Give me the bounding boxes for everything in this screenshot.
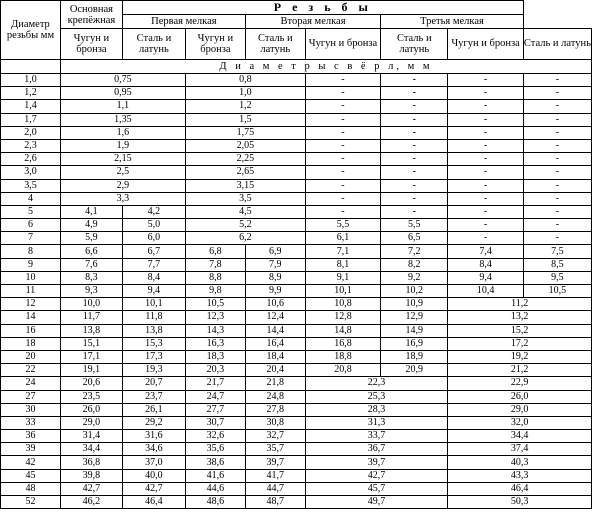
drill-value-cell: 12,8 xyxy=(305,311,380,324)
drill-value-cell: - xyxy=(305,126,380,139)
drill-value-cell: 5,0 xyxy=(122,219,185,232)
drill-value-cell: 48,6 xyxy=(185,496,245,509)
drill-value-cell: 13,8 xyxy=(122,324,185,337)
drill-value-cell: 27,7 xyxy=(185,403,245,416)
drill-value-cell: 17,2 xyxy=(448,337,592,350)
drill-value-cell: - xyxy=(305,205,380,218)
drill-value-cell: 36,8 xyxy=(60,456,122,469)
drill-value-cell: 1,6 xyxy=(60,126,185,139)
drill-value-cell: - xyxy=(448,100,523,113)
table-row xyxy=(1,390,592,403)
drill-value-cell: 8,8 xyxy=(185,271,245,284)
drill-value-cell: 11,2 xyxy=(448,298,592,311)
thread-diameter-cell: 1,0 xyxy=(1,74,61,87)
drill-value-cell: 35,6 xyxy=(185,443,245,456)
drill-value-cell: 8,4 xyxy=(448,258,523,271)
thread-diameter-cell: 45 xyxy=(1,469,61,482)
drill-value-cell: 49,7 xyxy=(305,496,448,509)
table-row xyxy=(1,364,592,377)
drill-value-cell: 26,0 xyxy=(60,403,122,416)
drill-value-cell: 9,1 xyxy=(305,271,380,284)
table-row xyxy=(1,126,592,139)
drill-value-cell: 4,5 xyxy=(185,205,305,218)
drill-value-cell: - xyxy=(523,100,591,113)
drill-value-cell: 10,5 xyxy=(185,298,245,311)
table-row xyxy=(1,179,592,192)
table-row xyxy=(1,496,592,509)
drill-value-cell: 19,1 xyxy=(60,364,122,377)
thread-diameter-cell: 9 xyxy=(1,258,61,271)
table-row xyxy=(1,87,592,100)
drill-value-cell: 31,3 xyxy=(305,416,448,429)
material-header: Чугун и бронза xyxy=(60,29,122,60)
drill-value-cell: 46,4 xyxy=(122,496,185,509)
drill-value-cell: 9,4 xyxy=(122,285,185,298)
drill-diameters-caption: Д и а м е т р ы с в ё р л, м м xyxy=(60,60,591,74)
drill-value-cell: 44,6 xyxy=(185,482,245,495)
drill-value-cell: - xyxy=(523,139,591,152)
drill-value-cell: - xyxy=(381,126,448,139)
drill-value-cell: 29,0 xyxy=(448,403,592,416)
drill-value-cell: 16,8 xyxy=(305,337,380,350)
thread-diameter-cell: 7 xyxy=(1,232,61,245)
drill-value-cell: 37,4 xyxy=(448,443,592,456)
drill-value-cell: 14,4 xyxy=(245,324,305,337)
drill-value-cell: - xyxy=(305,74,380,87)
drill-value-cell: 3,3 xyxy=(60,192,185,205)
drill-value-cell: - xyxy=(381,100,448,113)
drill-value-cell: - xyxy=(305,87,380,100)
drill-value-cell: 48,7 xyxy=(245,496,305,509)
thread-diameter-cell: 2,6 xyxy=(1,153,61,166)
drill-value-cell: 8,4 xyxy=(122,271,185,284)
thread-diameter-cell: 16 xyxy=(1,324,61,337)
drill-value-cell: 2,05 xyxy=(185,139,305,152)
drill-value-cell: 41,6 xyxy=(185,469,245,482)
drill-value-cell: 1,2 xyxy=(185,100,305,113)
drill-value-cell: 30,7 xyxy=(185,416,245,429)
drill-value-cell: 31,6 xyxy=(122,430,185,443)
drill-value-cell: 43,3 xyxy=(448,469,592,482)
drill-value-cell: 6,7 xyxy=(122,245,185,258)
table-row xyxy=(1,219,592,232)
drill-value-cell: 26,1 xyxy=(122,403,185,416)
drill-value-cell: 0,75 xyxy=(60,74,185,87)
drill-value-cell: - xyxy=(448,166,523,179)
drill-value-cell: 24,7 xyxy=(185,390,245,403)
drill-value-cell: - xyxy=(448,192,523,205)
table-row xyxy=(1,232,592,245)
drill-value-cell: 42,7 xyxy=(122,482,185,495)
drill-value-cell: 30,8 xyxy=(245,416,305,429)
drill-value-cell: 35,7 xyxy=(245,443,305,456)
drill-value-cell: 10,6 xyxy=(245,298,305,311)
drill-value-cell: 9,4 xyxy=(448,271,523,284)
drill-value-cell: 4,1 xyxy=(60,205,122,218)
drill-value-cell: 6,6 xyxy=(60,245,122,258)
drill-value-cell: 5,9 xyxy=(60,232,122,245)
group-header-fine-3: Третья мелкая xyxy=(381,15,524,29)
thread-diameter-cell: 33 xyxy=(1,416,61,429)
drill-value-cell: 13,2 xyxy=(448,311,592,324)
thread-diameter-cell: 14 xyxy=(1,311,61,324)
drill-value-cell: 39,7 xyxy=(245,456,305,469)
drill-value-cell: 16,9 xyxy=(381,337,448,350)
drill-value-cell: 39,7 xyxy=(305,456,448,469)
thread-diameter-cell: 2,0 xyxy=(1,126,61,139)
drill-value-cell: 1,1 xyxy=(60,100,185,113)
drill-value-cell: 10,4 xyxy=(448,285,523,298)
drill-value-cell: 41,7 xyxy=(245,469,305,482)
thread-diameter-cell: 1,2 xyxy=(1,87,61,100)
drill-value-cell: 7,9 xyxy=(245,258,305,271)
drill-value-cell: 22,9 xyxy=(448,377,592,390)
drill-value-cell: 6,1 xyxy=(305,232,380,245)
drill-value-cell: 9,9 xyxy=(245,285,305,298)
drill-value-cell: 13,8 xyxy=(60,324,122,337)
drill-value-cell: 8,5 xyxy=(523,258,591,271)
drill-value-cell: - xyxy=(381,139,448,152)
drill-value-cell: 6,9 xyxy=(245,245,305,258)
drill-value-cell: 39,8 xyxy=(60,469,122,482)
table-header xyxy=(1,1,592,74)
material-header: Сталь и латунь xyxy=(523,29,591,60)
drill-value-cell: 23,7 xyxy=(122,390,185,403)
drill-value-cell: 21,2 xyxy=(448,364,592,377)
drill-value-cell: 37,0 xyxy=(122,456,185,469)
table-row xyxy=(1,139,592,152)
thread-diameter-cell: 20 xyxy=(1,350,61,363)
drill-value-cell: - xyxy=(305,100,380,113)
drill-value-cell: 8,2 xyxy=(381,258,448,271)
drill-value-cell: - xyxy=(381,74,448,87)
drill-value-cell: - xyxy=(305,139,380,152)
table-row xyxy=(1,74,592,87)
drill-value-cell: 34,6 xyxy=(122,443,185,456)
drill-value-cell: 8,1 xyxy=(305,258,380,271)
drill-value-cell: 34,4 xyxy=(60,443,122,456)
drill-value-cell: 7,6 xyxy=(60,258,122,271)
drill-value-cell: - xyxy=(448,179,523,192)
drill-value-cell: 20,3 xyxy=(185,364,245,377)
table-row xyxy=(1,430,592,443)
thread-diameter-cell: 18 xyxy=(1,337,61,350)
drill-value-cell: 32,0 xyxy=(448,416,592,429)
material-header: Сталь и латунь xyxy=(245,29,305,60)
drill-value-cell: 7,8 xyxy=(185,258,245,271)
drill-value-cell: 21,7 xyxy=(185,377,245,390)
drill-value-cell: 7,4 xyxy=(448,245,523,258)
thread-diameter-cell: 39 xyxy=(1,443,61,456)
table-row xyxy=(1,153,592,166)
drill-value-cell: - xyxy=(448,74,523,87)
drill-value-cell: 27,8 xyxy=(245,403,305,416)
diameter-header: Диаметр резьбы мм xyxy=(1,1,61,60)
table-row xyxy=(1,245,592,258)
drill-value-cell: 16,4 xyxy=(245,337,305,350)
drill-value-cell: 2,25 xyxy=(185,153,305,166)
drill-value-cell: 10,9 xyxy=(381,298,448,311)
drill-value-cell: 20,7 xyxy=(122,377,185,390)
table-row xyxy=(1,311,592,324)
drill-value-cell: 36,7 xyxy=(305,443,448,456)
drill-value-cell: 0,95 xyxy=(60,87,185,100)
drill-value-cell: 23,5 xyxy=(60,390,122,403)
drill-value-cell: 25,3 xyxy=(305,390,448,403)
drill-value-cell: 11,8 xyxy=(122,311,185,324)
drill-value-cell: 8,9 xyxy=(245,271,305,284)
table-row xyxy=(1,377,592,390)
drill-caption-spacer xyxy=(1,60,61,74)
drill-value-cell: 2,9 xyxy=(60,179,185,192)
drill-value-cell: 1,35 xyxy=(60,113,185,126)
group-header-fine-1: Первая мелкая xyxy=(122,15,245,29)
drill-value-cell: 5,5 xyxy=(381,219,448,232)
drill-value-cell: 7,7 xyxy=(122,258,185,271)
drill-value-cell: - xyxy=(523,219,591,232)
drill-value-cell: 10,2 xyxy=(381,285,448,298)
drill-value-cell: 19,3 xyxy=(122,364,185,377)
table-row xyxy=(1,482,592,495)
threads-title: Р е з ь б ы xyxy=(122,1,523,15)
drill-value-cell: 6,2 xyxy=(185,232,305,245)
drill-value-cell: - xyxy=(305,179,380,192)
thread-diameter-cell: 1,7 xyxy=(1,113,61,126)
thread-diameter-cell: 48 xyxy=(1,482,61,495)
drill-value-cell: - xyxy=(381,179,448,192)
drill-value-cell: 6,8 xyxy=(185,245,245,258)
thread-diameter-cell: 4 xyxy=(1,192,61,205)
drill-value-cell: 7,1 xyxy=(305,245,380,258)
drill-value-cell: 17,3 xyxy=(122,350,185,363)
table-row xyxy=(1,113,592,126)
drill-value-cell: 34,4 xyxy=(448,430,592,443)
thread-diameter-cell: 36 xyxy=(1,430,61,443)
drill-value-cell: 50,3 xyxy=(448,496,592,509)
table-row xyxy=(1,166,592,179)
drill-value-cell: - xyxy=(523,74,591,87)
drill-value-cell: - xyxy=(381,205,448,218)
thread-diameter-cell: 1,4 xyxy=(1,100,61,113)
drill-value-cell: 9,3 xyxy=(60,285,122,298)
drill-value-cell: 21,8 xyxy=(245,377,305,390)
material-header: Чугун и бронза xyxy=(185,29,245,60)
drill-value-cell: - xyxy=(523,166,591,179)
drill-value-cell: 19,2 xyxy=(448,350,592,363)
drill-value-cell: 1,75 xyxy=(185,126,305,139)
drill-value-cell: 15,3 xyxy=(122,337,185,350)
table-body xyxy=(1,74,592,509)
drill-value-cell: 40,0 xyxy=(122,469,185,482)
drill-value-cell: 20,4 xyxy=(245,364,305,377)
table-row xyxy=(1,192,592,205)
drill-value-cell: 3,5 xyxy=(185,192,305,205)
drill-value-cell: 4,2 xyxy=(122,205,185,218)
group-header-main: Основная крепёжная xyxy=(60,1,122,29)
drill-value-cell: 10,8 xyxy=(305,298,380,311)
thread-diameter-cell: 52 xyxy=(1,496,61,509)
drill-value-cell: - xyxy=(305,153,380,166)
drill-value-cell: 22,3 xyxy=(305,377,448,390)
table-row xyxy=(1,285,592,298)
table-row xyxy=(1,324,592,337)
drill-value-cell: 10,1 xyxy=(305,285,380,298)
drill-value-cell: - xyxy=(448,153,523,166)
drill-value-cell: 14,3 xyxy=(185,324,245,337)
drill-value-cell: - xyxy=(381,192,448,205)
drill-value-cell: - xyxy=(305,166,380,179)
drill-value-cell: 6,5 xyxy=(381,232,448,245)
table-row xyxy=(1,416,592,429)
table-row xyxy=(1,337,592,350)
drill-value-cell: - xyxy=(523,179,591,192)
drill-value-cell: - xyxy=(305,113,380,126)
drill-value-cell: - xyxy=(523,192,591,205)
drill-value-cell: 10,5 xyxy=(523,285,591,298)
drill-value-cell: 18,4 xyxy=(245,350,305,363)
drill-value-cell: - xyxy=(523,153,591,166)
drill-value-cell: 16,3 xyxy=(185,337,245,350)
material-header: Сталь и латунь xyxy=(122,29,185,60)
drill-value-cell: 18,8 xyxy=(305,350,380,363)
thread-diameter-cell: 2,3 xyxy=(1,139,61,152)
drill-value-cell: 15,2 xyxy=(448,324,592,337)
table-row xyxy=(1,258,592,271)
drill-value-cell: 9,8 xyxy=(185,285,245,298)
thread-diameter-cell: 10 xyxy=(1,271,61,284)
drill-value-cell: 20,9 xyxy=(381,364,448,377)
drill-value-cell: 9,5 xyxy=(523,271,591,284)
drill-value-cell: 45,7 xyxy=(305,482,448,495)
thread-diameter-cell: 11 xyxy=(1,285,61,298)
drill-value-cell: 46,4 xyxy=(448,482,592,495)
drill-value-cell: - xyxy=(305,192,380,205)
drill-value-cell: 3,15 xyxy=(185,179,305,192)
thread-diameter-cell: 5 xyxy=(1,205,61,218)
drill-value-cell: 9,2 xyxy=(381,271,448,284)
drill-value-cell: 12,9 xyxy=(381,311,448,324)
drill-value-cell: 29,2 xyxy=(122,416,185,429)
thread-diameter-cell: 12 xyxy=(1,298,61,311)
drill-value-cell: - xyxy=(523,87,591,100)
drill-value-cell: - xyxy=(381,166,448,179)
drill-value-cell: 14,8 xyxy=(305,324,380,337)
drill-value-cell: 44,7 xyxy=(245,482,305,495)
table-row xyxy=(1,469,592,482)
table-row xyxy=(1,271,592,284)
drill-value-cell: 46,2 xyxy=(60,496,122,509)
drill-value-cell: 7,5 xyxy=(523,245,591,258)
drill-value-cell: 32,6 xyxy=(185,430,245,443)
drill-value-cell: - xyxy=(381,113,448,126)
drill-value-cell: 38,6 xyxy=(185,456,245,469)
drill-value-cell: 18,9 xyxy=(381,350,448,363)
table-row xyxy=(1,403,592,416)
drill-value-cell: 32,7 xyxy=(245,430,305,443)
drill-value-cell: 1,5 xyxy=(185,113,305,126)
drill-value-cell: 42,7 xyxy=(305,469,448,482)
drill-value-cell: 8,3 xyxy=(60,271,122,284)
thread-diameter-cell: 22 xyxy=(1,364,61,377)
table-row xyxy=(1,350,592,363)
material-header: Сталь и латунь xyxy=(381,29,448,60)
drill-value-cell: 4,9 xyxy=(60,219,122,232)
drill-value-cell: 28,3 xyxy=(305,403,448,416)
drill-value-cell: 14,9 xyxy=(381,324,448,337)
drill-value-cell: 1,9 xyxy=(60,139,185,152)
drill-value-cell: 20,8 xyxy=(305,364,380,377)
table-row xyxy=(1,205,592,218)
drill-value-cell: - xyxy=(448,232,523,245)
drill-value-cell: 6,0 xyxy=(122,232,185,245)
thread-diameter-cell: 6 xyxy=(1,219,61,232)
drill-value-cell: - xyxy=(381,87,448,100)
material-header: Чугун и бронза xyxy=(305,29,380,60)
drill-value-cell: 24,8 xyxy=(245,390,305,403)
drill-value-cell: - xyxy=(448,126,523,139)
drill-value-cell: 2,5 xyxy=(60,166,185,179)
drill-value-cell: 2,65 xyxy=(185,166,305,179)
thread-diameter-cell: 3,0 xyxy=(1,166,61,179)
drill-value-cell: - xyxy=(448,87,523,100)
drill-value-cell: 2,15 xyxy=(60,153,185,166)
drill-value-cell: 40,3 xyxy=(448,456,592,469)
thread-diameter-cell: 8 xyxy=(1,245,61,258)
drill-value-cell: 5,2 xyxy=(185,219,305,232)
material-header: Чугун и бронза xyxy=(448,29,523,60)
drill-value-cell: - xyxy=(448,219,523,232)
thread-diameter-cell: 24 xyxy=(1,377,61,390)
table-row xyxy=(1,443,592,456)
drill-value-cell: - xyxy=(523,126,591,139)
thread-diameter-cell: 3,5 xyxy=(1,179,61,192)
drill-value-cell: 5,5 xyxy=(305,219,380,232)
drill-value-cell: 20,6 xyxy=(60,377,122,390)
drill-value-cell: - xyxy=(381,153,448,166)
table-row xyxy=(1,100,592,113)
drill-value-cell: 1,0 xyxy=(185,87,305,100)
drill-value-cell: 42,7 xyxy=(60,482,122,495)
drill-value-cell: 29,0 xyxy=(60,416,122,429)
group-header-fine-2: Вторая мелкая xyxy=(245,15,380,29)
table-row xyxy=(1,456,592,469)
drill-value-cell: - xyxy=(448,205,523,218)
drill-value-cell: - xyxy=(523,205,591,218)
drill-value-cell: 12,4 xyxy=(245,311,305,324)
thread-diameter-cell: 42 xyxy=(1,456,61,469)
drill-value-cell: - xyxy=(448,139,523,152)
drill-value-cell: - xyxy=(448,113,523,126)
drill-value-cell: 15,1 xyxy=(60,337,122,350)
drill-value-cell: 11,7 xyxy=(60,311,122,324)
drill-value-cell: 10,1 xyxy=(122,298,185,311)
table-row xyxy=(1,298,592,311)
drill-value-cell: 33,7 xyxy=(305,430,448,443)
drill-value-cell: - xyxy=(523,232,591,245)
drill-value-cell: 0,8 xyxy=(185,74,305,87)
thread-diameter-cell: 27 xyxy=(1,390,61,403)
thread-diameter-cell: 30 xyxy=(1,403,61,416)
drill-value-cell: 10,0 xyxy=(60,298,122,311)
drill-value-cell: 12,3 xyxy=(185,311,245,324)
drill-value-cell: 7,2 xyxy=(381,245,448,258)
drill-value-cell: 18,3 xyxy=(185,350,245,363)
drill-value-cell: - xyxy=(523,113,591,126)
drill-value-cell: 26,0 xyxy=(448,390,592,403)
drill-value-cell: 31,4 xyxy=(60,430,122,443)
drill-value-cell: 17,1 xyxy=(60,350,122,363)
